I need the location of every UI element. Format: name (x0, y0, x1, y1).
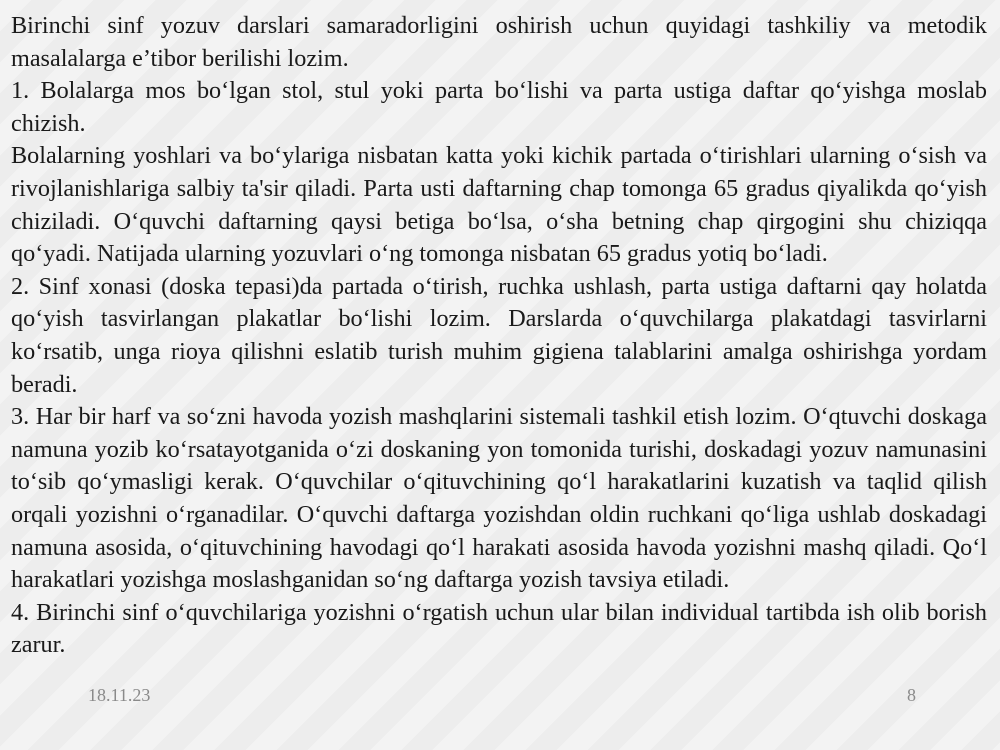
page-number: 8 (907, 685, 916, 705)
footer-date: 18.11.23 (88, 685, 151, 705)
point-1-explanation: Bolalarning yoshlari va bo‘ylariga nisbatan katta yoki kichik partada o‘tirishlari ularning o‘sish va rivojlanishlariga salbiy ta'sir qiladi. Parta usti daftarning chap tomonga 65 gradus qiyalikda qo‘yish chiziladi. O‘quvchi daftarning qaysi betiga bo‘lsa, o‘sha betning chap qirgogini shu chiziqqa qo‘yadi. Natijada ularning yozuvlari o‘ng tomonga nisbatan 65 gradus yotiq bo‘ladi. (11, 142, 987, 268)
point-2-paragraph: 2. Sinf xonasi (doska tepasi)da partada o‘tirish, ruchka ushlash, parta ustiga daftarni qay holatda qo‘yish tasvirlangan plakatlar bo‘lishi lozim. Darslarda o‘quvchilarga plakatdagi tasvirlarni ko‘rsatib, unga rioya qilishni eslatib turish muhim gigiena talablarini amalga oshirishga yordam beradi. (11, 272, 987, 398)
point-1-paragraph: 1. Bolalarga mos bo‘lgan stol, stul yoki parta bo‘lishi va parta ustiga daftar qo‘yishga moslab chizish. (11, 77, 987, 137)
slide-body (11, 10, 987, 662)
point-4-paragraph: 4. Birinchi sinf o‘quvchilariga yozishni o‘rgatish uchun ular bilan individual tartibda ish olib borish zarur. (11, 598, 987, 659)
point-3-paragraph: 3. Har bir harf va so‘zni havoda yozish mashqlarini sistemali tashkil etish lozim. O‘qtuvchi doskaga namuna yozib ko‘rsatayotganida o‘zi doskaning yon tomonida turishi, doskadagi yozuv namunasini to‘sib qo‘ymasligi kerak. O‘quvchilar o‘qituvchining qo‘l harakatlarini kuzatish va taqlid qilish orqali yozishni o‘rganadilar. O‘quvchi daftarga yozishdan oldin ruchkani qo‘liga ushlab doskadagi namuna asosida, o‘qituvchining havodagi qo‘l harakati asosida havoda yozishni mashq qiladi. Qo‘l harakatlari yozishga moslashganidan so‘ng daftarga yozish tavsiya etiladi. (11, 403, 987, 594)
intro-paragraph: Birinchi sinf yozuv darslari samaradorligini oshirish uchun quyidagi tashkiliy va metodik masalalarga e’tibor berilishi lozim. (11, 12, 987, 72)
